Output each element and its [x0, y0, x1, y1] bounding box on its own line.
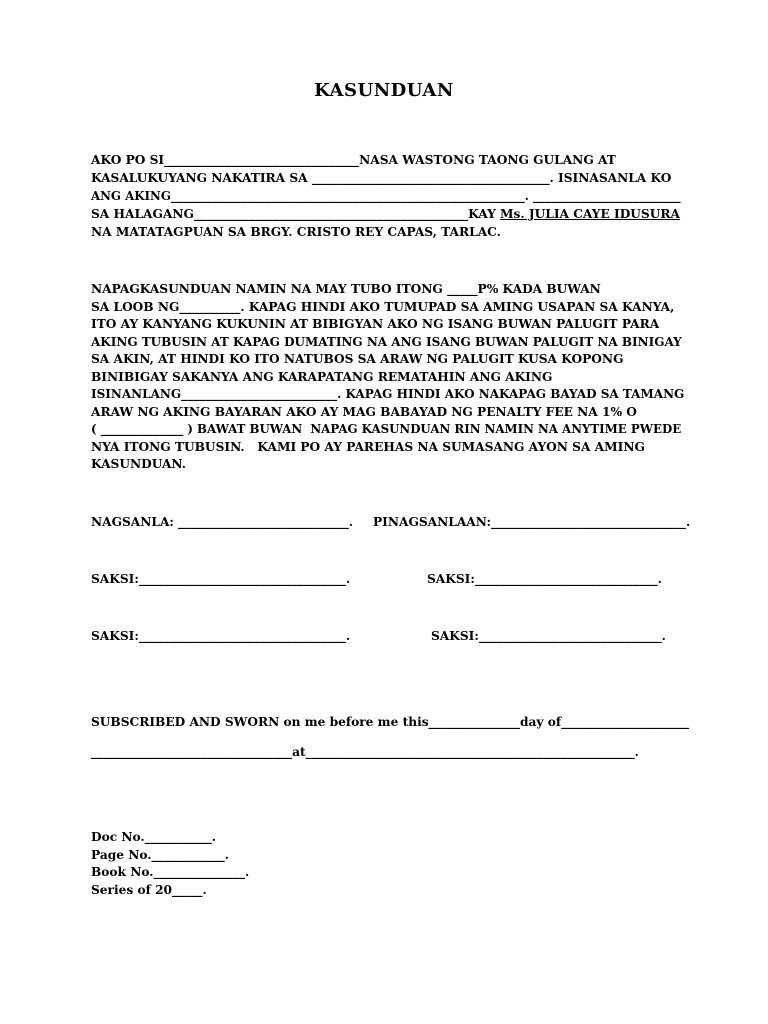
para1-line-4-text: SA HALAGANG_____________________________________________KAY: [91, 207, 501, 221]
para2-line-9: ( ______________ ) BAWAT BUWAN NAPAG KASUNDUAN RIN NAMIN NA ANYTIME PWEDE: [91, 422, 682, 436]
para2-line-1: NAPAGKASUNDUAN NAMIN NA MAY TUBO ITONG _____P% KADA BUWAN: [91, 282, 601, 296]
para2-line-8: ARAW NG AKING BAYARAN AKO AY MAG BABAYAD NG PENALTY FEE NA 1% O: [91, 405, 637, 419]
notary-line-2: _________________________________at______________________________________________________.: [91, 745, 639, 759]
para2-line-5: SA AKIN, AT HINDI KO ITO NATUBOS SA ARAW NG PALUGIT KUSA KOPONG: [91, 352, 624, 366]
saksi-signature-line-3: SAKSI:__________________________________.: [91, 629, 351, 643]
para2-line-3: ITO AY KANYANG KUKUNIN AT BIBIGYAN AKO NG ISANG BUWAN PALUGIT PARA: [91, 317, 660, 331]
saksi-signature-line-1: SAKSI:__________________________________.: [91, 572, 351, 586]
saksi-signature-line-4: SAKSI:______________________________.: [431, 629, 666, 643]
pinagsanlaan-signature-line: PINAGSANLAAN:________________________________.: [373, 515, 691, 529]
para2-line-6: BINIBIGAY SAKANYA ANG KARAPATANG REMATAHIN ANG AKING: [91, 370, 553, 384]
doc-no: Doc No.___________.: [91, 830, 216, 844]
document-title: KASUNDUAN: [314, 80, 454, 101]
notary-line-1: SUBSCRIBED AND SWORN on me before me this_______________day of_____________________: [91, 715, 690, 729]
para1-line-4: [91, 206, 680, 224]
para1-line-1: AKO PO SI________________________________NASA WASTONG TAONG GULANG AT: [91, 153, 616, 167]
para1-line-2: KASALUKUYANG NAKATIRA SA _______________________________________. ISINASANLA KO: [91, 171, 672, 185]
para2-line-11: KASUNDUAN.: [91, 457, 187, 471]
para2-line-7: ISINANLANG__________________________. KAPAG HINDI AKO NAKAPAG BAYAD SA TAMANG: [91, 387, 685, 401]
para1-line-3: ANG AKING____________________________________________________________. _________________________: [91, 189, 681, 203]
series-of: Series of 20_____.: [91, 883, 207, 897]
para2-line-4: AKING TUBUSIN AT KAPAG DUMATING NA ANG ISANG BUWAN PALUGIT NA BINIGAY: [91, 335, 682, 349]
saksi-signature-line-2: SAKSI:______________________________.: [427, 572, 662, 586]
creditor-name: Ms. JULIA CAYE IDUSURA: [500, 207, 680, 221]
para1-line-5: NA MATATAGPUAN SA BRGY. CRISTO REY CAPAS, TARLAC.: [91, 225, 501, 239]
para2-line-2: SA LOOB NG__________. KAPAG HINDI AKO TUMUPAD SA AMING USAPAN SA KANYA,: [91, 300, 675, 314]
nagsanla-signature-line: NAGSANLA: ____________________________.: [91, 515, 354, 529]
book-no: Book No._______________.: [91, 865, 250, 879]
para2-line-10: NYA ITONG TUBUSIN. KAMI PO AY PAREHAS NA SUMASANG AYON SA AMING: [91, 440, 645, 454]
page-no: Page No.____________.: [91, 848, 229, 862]
